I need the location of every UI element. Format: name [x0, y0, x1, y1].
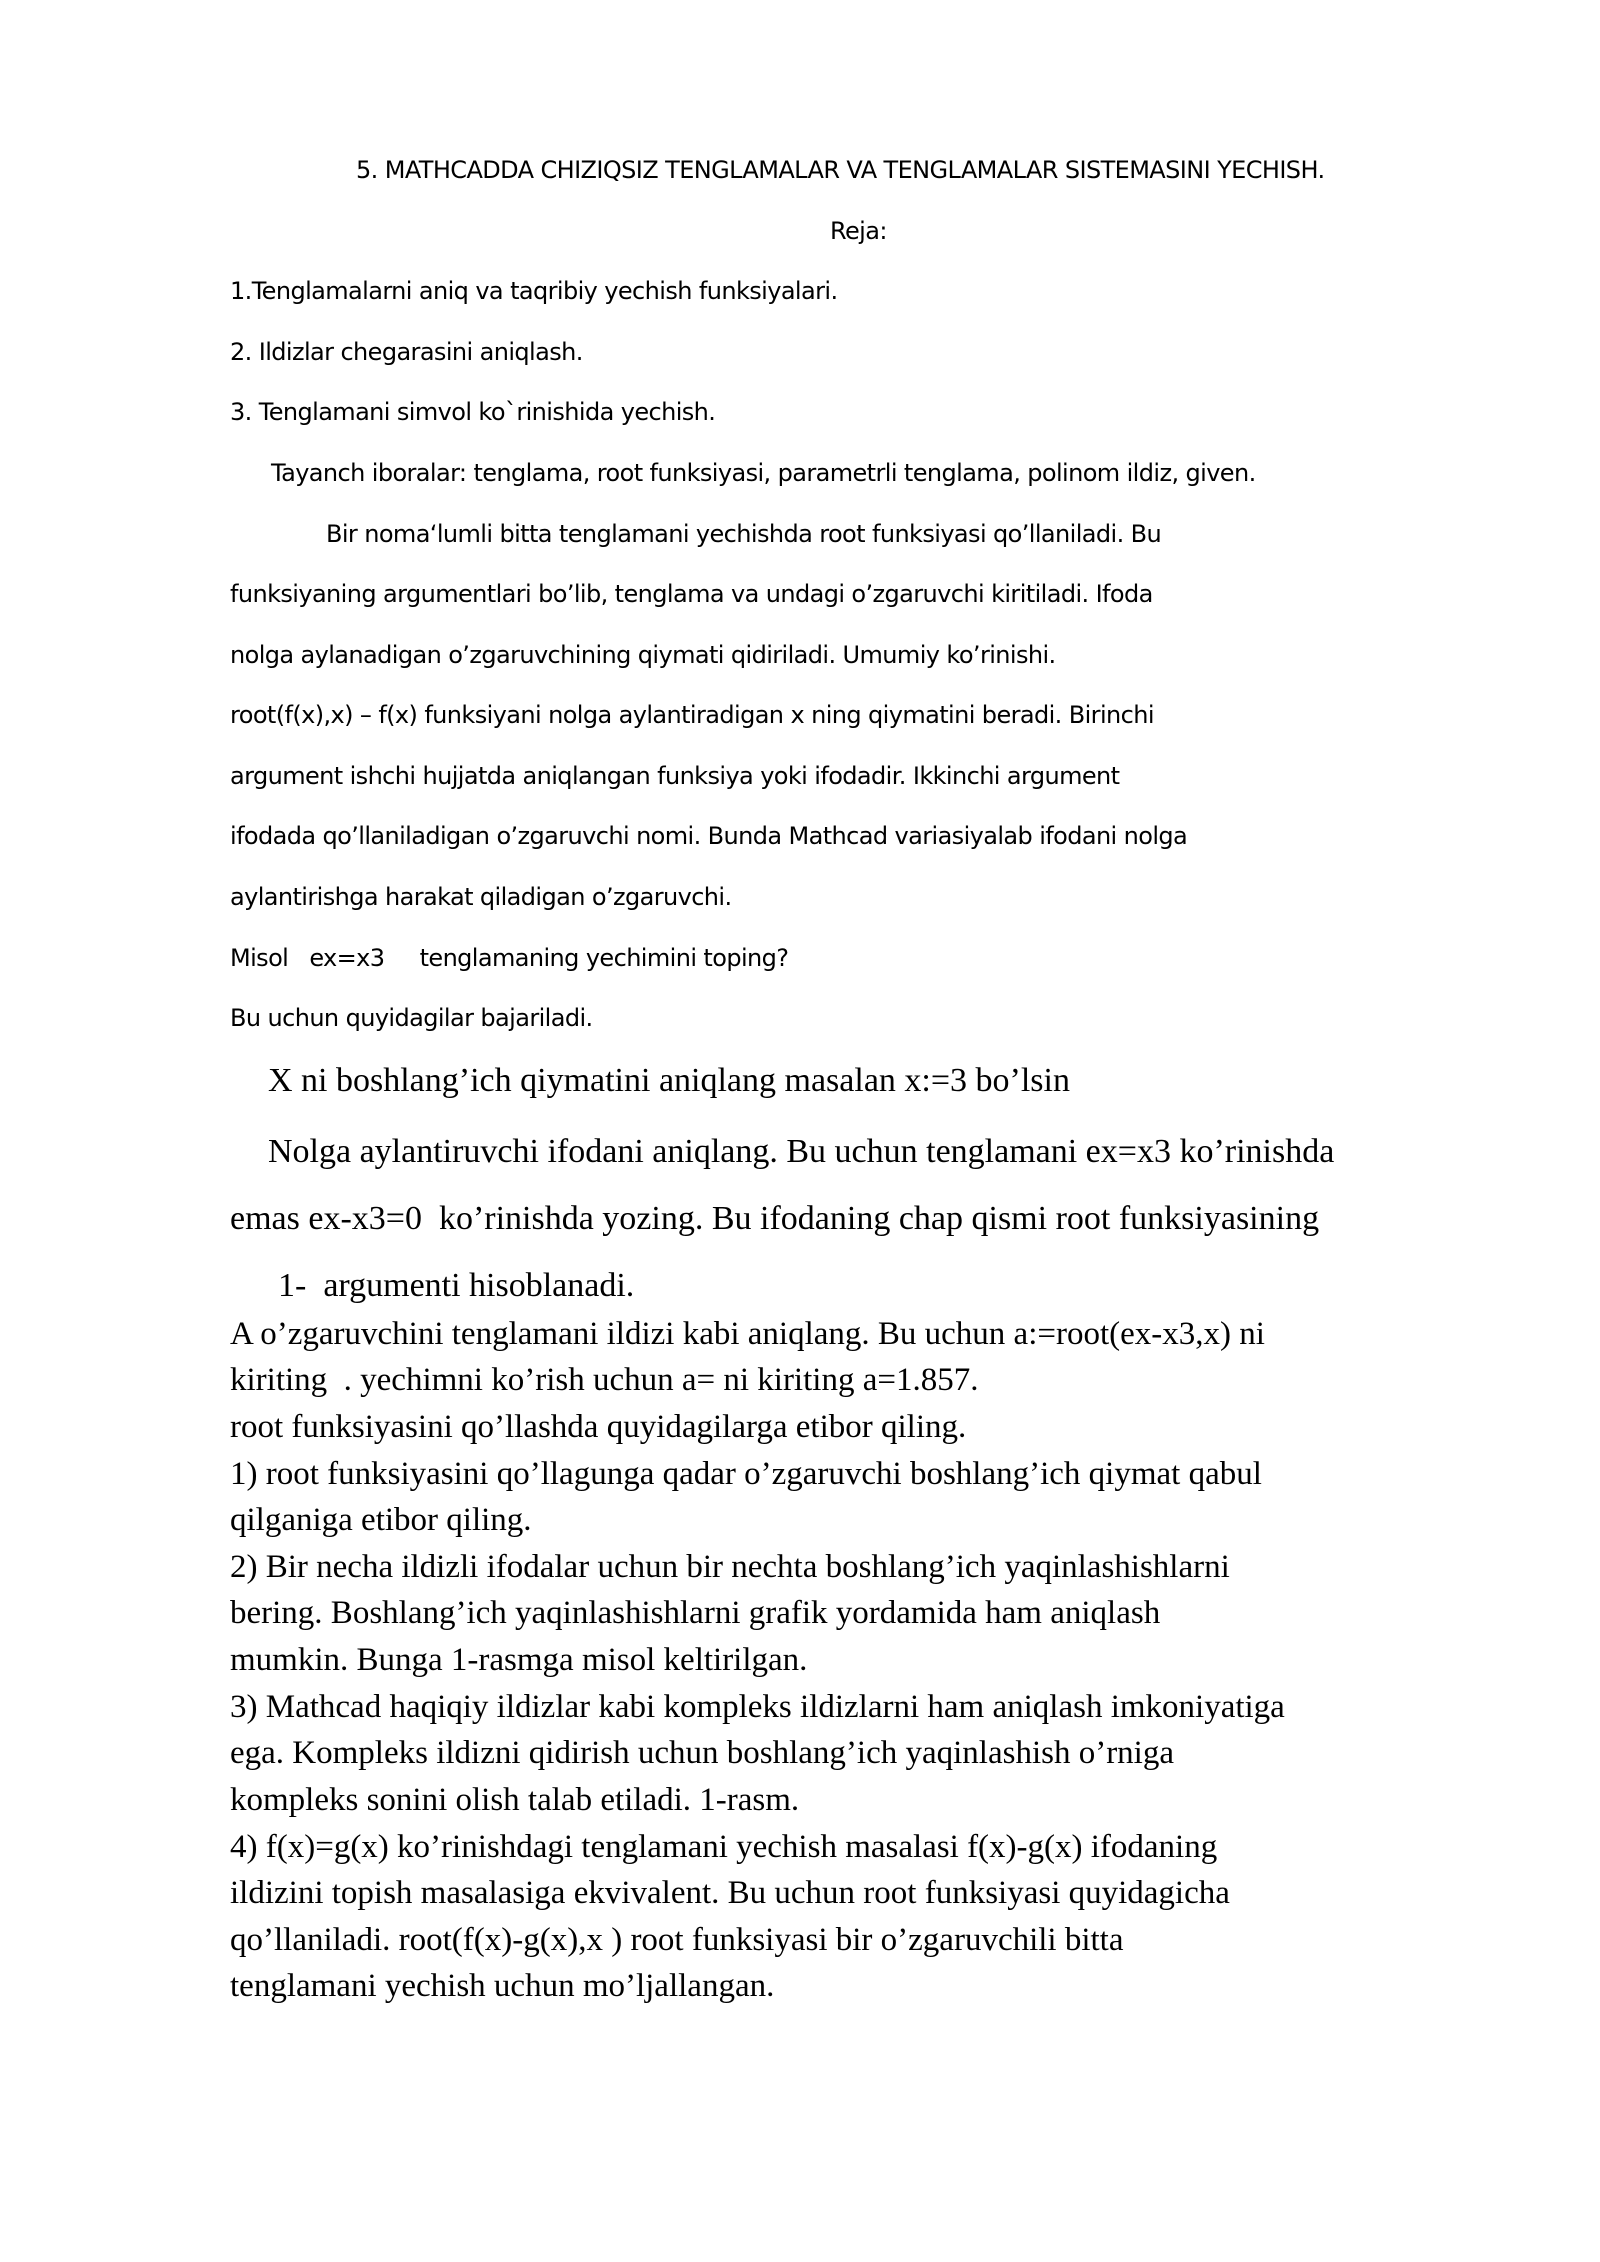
paragraph-line: argument ishchi hujjatda aniqlangan funksiya yoki ifodadir. Ikkinchi argument: [230, 762, 1120, 790]
body-line: kiriting . yechimni ko’rish uchun a= ni kiriting a=1.857.: [230, 1362, 979, 1398]
body-line: 1) root funksiyasini qo’llagunga qadar o’zgaruvchi boshlang’ich qiymat qabul: [230, 1456, 1262, 1492]
paragraph-line: nolga aylanadigan o’zgaruvchining qiymati qidiriladi. Umumiy ko’rinishi.: [230, 641, 1056, 669]
body-line: A o’zgaruvchini tenglamani ildizi kabi aniqlang. Bu uchun a:=root(ex-x3,x) ni: [230, 1316, 1265, 1352]
body-line: tenglamani yechish uchun mo’ljallangan.: [230, 1968, 775, 2004]
step-line: X ni boshlang’ich qiymatini aniqlang masalan x:=3 bo’lsin: [268, 1062, 1070, 1099]
plan-item: 3. Tenglamani simvol ko`rinishida yechish.: [230, 398, 716, 426]
plan-item: 1.Tenglamalarni aniq va taqribiy yechish funksiyalari.: [230, 277, 838, 305]
paragraph-line: funksiyaning argumentlari bo’lib, tenglama va undagi o’zgaruvchi kiritiladi. Ifoda: [230, 580, 1153, 608]
paragraph-line: Bir noma‘lumli bitta tenglamani yechishda root funksiyasi qo’llaniladi. Bu: [326, 520, 1162, 548]
body-line: kompleks sonini olish talab etiladi. 1-rasm.: [230, 1782, 800, 1818]
body-line: ildizini topish masalasiga ekvivalent. Bu uchun root funksiyasi quyidagicha: [230, 1875, 1230, 1911]
example-line: Misol ex=x3 tenglamaning yechimini toping?: [230, 944, 789, 972]
step-line: Nolga aylantiruvchi ifodani aniqlang. Bu uchun tenglamani ex=x3 ko’rinishda: [268, 1133, 1335, 1170]
paragraph-line: ifodada qo’llaniladigan o’zgaruvchi nomi. Bunda Mathcad variasiyalab ifodani nolga: [230, 822, 1188, 850]
body-line: qo’llaniladi. root(f(x)-g(x),x ) root funksiyasi bir o’zgaruvchili bitta: [230, 1922, 1124, 1958]
body-line: bering. Boshlang’ich yaqinlashishlarni grafik yordamida ham aniqlash: [230, 1595, 1161, 1631]
keywords-line: Tayanch iboralar: tenglama, root funksiyasi, parametrli tenglama, polinom ildiz, given.: [271, 459, 1256, 487]
body-line: root funksiyasini qo’llashda quyidagilarga etibor qiling.: [230, 1409, 967, 1445]
body-line: 2) Bir necha ildizli ifodalar uchun bir nechta boshlang’ich yaqinlashishlarni: [230, 1549, 1230, 1585]
body-line: qilganiga etibor qiling.: [230, 1502, 532, 1538]
body-line: mumkin. Bunga 1-rasmga misol keltirilgan.: [230, 1642, 808, 1678]
step-line: 1- argumenti hisoblanadi.: [278, 1267, 635, 1304]
body-line: ega. Kompleks ildizni qidirish uchun boshlang’ich yaqinlashish o’rniga: [230, 1735, 1174, 1771]
body-line: 4) f(x)=g(x) ko’rinishdagi tenglamani yechish masalasi f(x)-g(x) ifodaning: [230, 1829, 1218, 1865]
body-line: 3) Mathcad haqiqiy ildizlar kabi kompleks ildizlarni ham aniqlash imkoniyatiga: [230, 1689, 1285, 1725]
step-line: emas ex-x3=0 ko’rinishda yozing. Bu ifodaning chap qismi root funksiyasining: [230, 1200, 1320, 1237]
document-title: 5. MATHCADDA CHIZIQSIZ TENGLAMALAR VA TENGLAMALAR SISTEMASINI YECHISH.: [356, 156, 1325, 184]
paragraph-line: aylantirishga harakat qiladigan o’zgaruvchi.: [230, 883, 732, 911]
plan-label: Reja:: [830, 217, 887, 245]
steps-intro: Bu uchun quyidagilar bajariladi.: [230, 1004, 593, 1032]
plan-item: 2. Ildizlar chegarasini aniqlash.: [230, 338, 583, 366]
paragraph-line: root(f(x),x) – f(x) funksiyani nolga aylantiradigan x ning qiymatini beradi. Birinchi: [230, 701, 1154, 729]
